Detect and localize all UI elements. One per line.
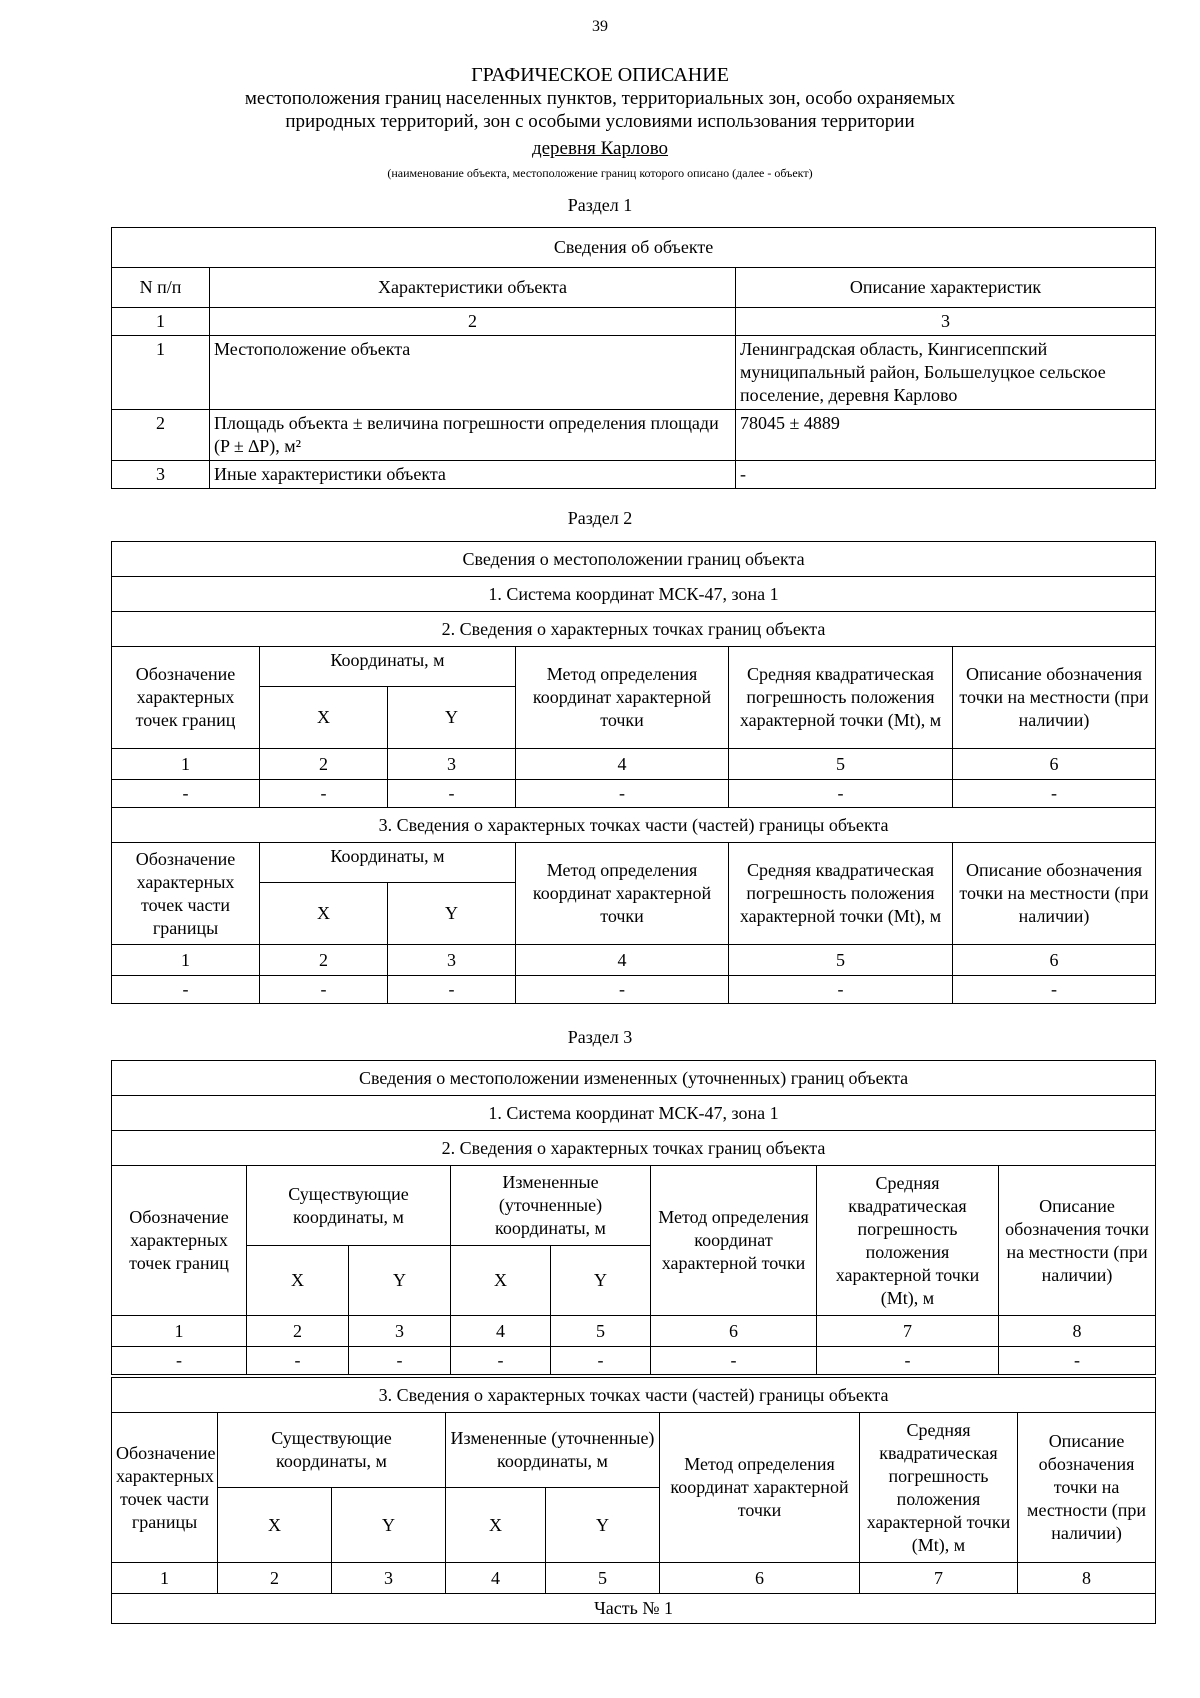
- column-header: Средняя квадратическая погрешность положения характерной точки (Mt), м: [729, 843, 953, 945]
- column-header: Описание обозначения точки на местности (при наличии): [999, 1166, 1156, 1316]
- column-header: Существующие координаты, м: [247, 1166, 451, 1246]
- column-number: 4: [516, 749, 729, 780]
- column-number: 1: [112, 749, 260, 780]
- column-header: Средняя квадратическая погрешность положения характерной точки (Mt), м: [817, 1166, 999, 1316]
- table-header: Сведения об объекте: [112, 228, 1156, 268]
- row-number: 2: [112, 410, 210, 461]
- column-header: X: [451, 1246, 551, 1316]
- column-header: Средняя квадратическая погрешность положения характерной точки (Mt), м: [860, 1413, 1018, 1563]
- column-number: 6: [651, 1316, 817, 1347]
- subtitle-line: местоположения границ населенных пунктов, территориальных зон, особо охраняемых: [244, 88, 956, 109]
- section-2-title: Раздел 2: [567, 508, 633, 528]
- section-3-table: [111, 1060, 1156, 1375]
- column-number: 5: [729, 749, 953, 780]
- column-header: Описание обозначения точки на местности (при наличии): [1018, 1413, 1156, 1563]
- column-number: 7: [817, 1316, 999, 1347]
- column-number: 4: [451, 1316, 551, 1347]
- table-cell: -: [349, 1347, 451, 1375]
- column-header: Y: [349, 1246, 451, 1316]
- column-number: 6: [953, 749, 1156, 780]
- row-value: -: [736, 461, 1156, 489]
- table-cell: -: [388, 780, 516, 808]
- column-header: Измененные (уточненные) координаты, м: [451, 1166, 651, 1246]
- table-cell: -: [651, 1347, 817, 1375]
- column-number: 2: [218, 1563, 332, 1594]
- column-header: Описание обозначения точки на местности (при наличии): [953, 647, 1156, 749]
- column-header: Y: [551, 1246, 651, 1316]
- table-cell: -: [551, 1347, 651, 1375]
- object-name-text: деревня Карлово: [531, 138, 669, 159]
- coord-system: 1. Система координат МСК-47, зона 1: [112, 577, 1156, 612]
- column-number: 3: [736, 308, 1156, 336]
- column-header: Y: [388, 687, 516, 749]
- column-number: 8: [1018, 1563, 1156, 1594]
- column-number: 1: [112, 1316, 247, 1347]
- column-number: 3: [388, 749, 516, 780]
- column-number: 6: [953, 945, 1156, 976]
- column-number: 2: [210, 308, 736, 336]
- column-header: Y: [332, 1488, 446, 1563]
- page-number: 39: [592, 18, 608, 35]
- table-cell: -: [112, 780, 260, 808]
- table-cell: -: [247, 1347, 349, 1375]
- column-number: 3: [349, 1316, 451, 1347]
- subtitle-line: природных территорий, зон с особыми условиями использования территории: [285, 111, 915, 132]
- row-number: 1: [112, 336, 210, 410]
- row-value: Ленинградская область, Кингисеппский муниципальный район, Большелуцкое сельское поселение, деревня Карлово: [736, 336, 1156, 410]
- row-name: Площадь объекта ± величина погрешности определения площади (P ± ∆P), м²: [210, 410, 736, 461]
- row-value: 78045 ± 4889: [736, 410, 1156, 461]
- table-cell: -: [451, 1347, 551, 1375]
- column-header: X: [260, 883, 388, 945]
- table-cell: -: [260, 976, 388, 1004]
- row-name: Иные характеристики объекта: [210, 461, 736, 489]
- table-cell: -: [112, 976, 260, 1004]
- column-header: Характеристики объекта: [210, 268, 736, 308]
- column-number: 2: [260, 749, 388, 780]
- column-number: 5: [729, 945, 953, 976]
- subsection-title: 2. Сведения о характерных точках границ объекта: [112, 1131, 1156, 1166]
- column-number: 4: [516, 945, 729, 976]
- column-header: Обозначение характерных точек части границы: [112, 843, 260, 945]
- row-number: 3: [112, 461, 210, 489]
- column-header: N п/п: [112, 268, 210, 308]
- column-number: 1: [112, 945, 260, 976]
- row-name: Местоположение объекта: [210, 336, 736, 410]
- column-header: Метод определения координат характерной точки: [651, 1166, 817, 1316]
- table-header: Сведения о местоположении измененных (уточненных) границ объекта: [112, 1061, 1156, 1096]
- column-number: 3: [388, 945, 516, 976]
- column-number: 4: [446, 1563, 546, 1594]
- column-header: Y: [388, 883, 516, 945]
- column-number: 1: [112, 308, 210, 336]
- subsection-title: 2. Сведения о характерных точках границ объекта: [112, 612, 1156, 647]
- column-number: 2: [260, 945, 388, 976]
- column-number: 2: [247, 1316, 349, 1347]
- column-header: Обозначение характерных точек границ: [112, 647, 260, 749]
- object-name: [0, 138, 1200, 160]
- table-cell: -: [953, 780, 1156, 808]
- coord-system: 1. Система координат МСК-47, зона 1: [112, 1096, 1156, 1131]
- column-header: Обозначение характерных точек границ: [112, 1166, 247, 1316]
- document-title: ГРАФИЧЕСКОЕ ОПИСАНИЕ: [471, 64, 729, 86]
- column-number: 5: [551, 1316, 651, 1347]
- column-number: 1: [112, 1563, 218, 1594]
- column-header: Координаты, м: [260, 843, 516, 883]
- column-number: 5: [546, 1563, 660, 1594]
- column-header: Метод определения координат характерной точки: [516, 843, 729, 945]
- table-cell: -: [516, 976, 729, 1004]
- table-cell: -: [388, 976, 516, 1004]
- table-cell: -: [112, 1347, 247, 1375]
- section-3-title: Раздел 3: [567, 1027, 633, 1047]
- section-3-part-table: [111, 1377, 1156, 1624]
- table-cell: -: [999, 1347, 1156, 1375]
- column-header: X: [446, 1488, 546, 1563]
- column-number: 7: [860, 1563, 1018, 1594]
- column-header: Описание характеристик: [736, 268, 1156, 308]
- column-header: X: [218, 1488, 332, 1563]
- column-header: Y: [546, 1488, 660, 1563]
- column-number: 3: [332, 1563, 446, 1594]
- document-subtitle: [0, 87, 1200, 133]
- part-label: Часть № 1: [112, 1594, 1156, 1624]
- column-header: Описание обозначения точки на местности (при наличии): [953, 843, 1156, 945]
- table-cell: -: [729, 976, 953, 1004]
- column-header: Метод определения координат характерной точки: [660, 1413, 860, 1563]
- section-1-title: Раздел 1: [567, 195, 633, 215]
- column-header: Средняя квадратическая погрешность положения характерной точки (Mt), м: [729, 647, 953, 749]
- column-header: Координаты, м: [260, 647, 516, 687]
- column-header: X: [247, 1246, 349, 1316]
- column-header: Метод определения координат характерной точки: [516, 647, 729, 749]
- table-cell: -: [516, 780, 729, 808]
- table-header: Сведения о местоположении границ объекта: [112, 542, 1156, 577]
- table-cell: -: [260, 780, 388, 808]
- column-header: Измененные (уточненные) координаты, м: [446, 1413, 660, 1488]
- section-2-table: [111, 541, 1156, 1004]
- column-header: Существующие координаты, м: [218, 1413, 446, 1488]
- section-1-table: [111, 227, 1156, 489]
- column-number: 6: [660, 1563, 860, 1594]
- column-header: Обозначение характерных точек части границы: [112, 1413, 218, 1563]
- column-header: X: [260, 687, 388, 749]
- object-caption: (наименование объекта, местоположение границ которого описано (далее - объект): [387, 166, 813, 180]
- table-cell: -: [953, 976, 1156, 1004]
- column-number: 8: [999, 1316, 1156, 1347]
- subsection-title: 3. Сведения о характерных точках части (частей) границы объекта: [112, 808, 1156, 843]
- table-cell: -: [729, 780, 953, 808]
- table-cell: -: [817, 1347, 999, 1375]
- subsection-title: 3. Сведения о характерных точках части (частей) границы объекта: [112, 1378, 1156, 1413]
